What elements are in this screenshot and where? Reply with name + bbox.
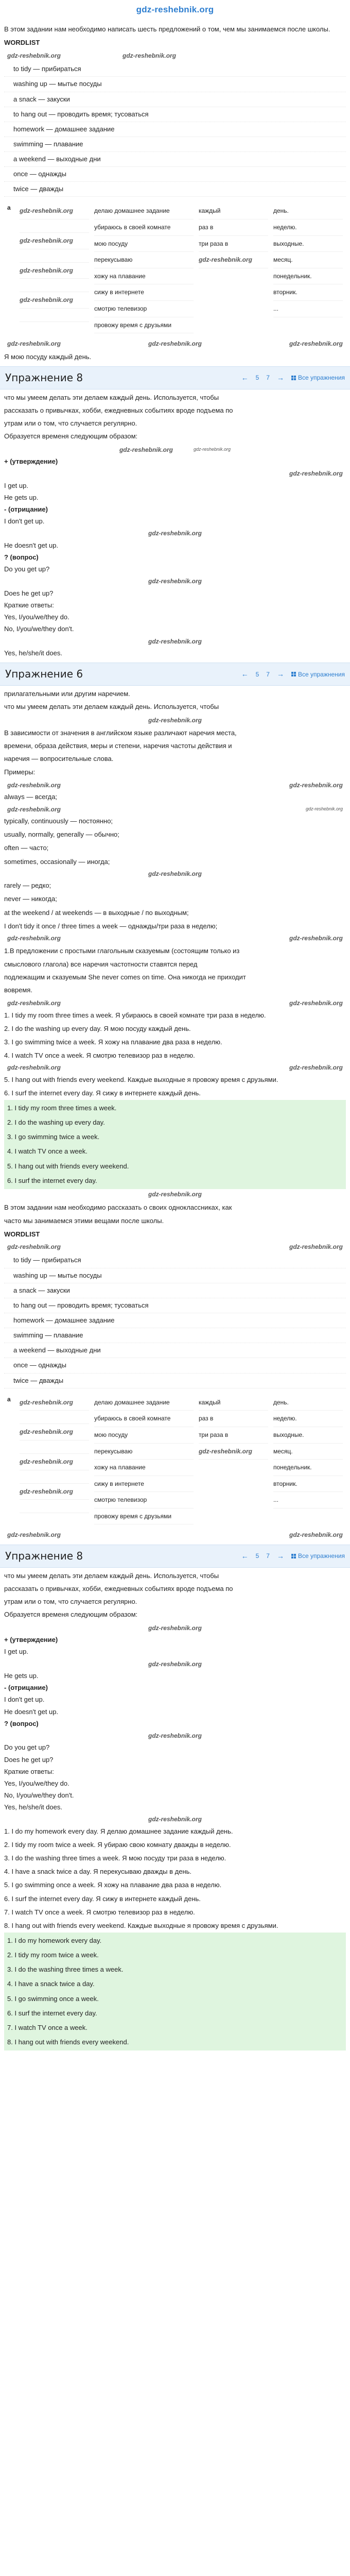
table-cell: неделю. <box>273 1411 343 1427</box>
all-exercises-label: Все упражнения <box>297 670 345 678</box>
next-arrow-icon[interactable]: → <box>276 1551 284 1560</box>
qa-line: He doesn't get up. <box>4 1707 59 1716</box>
exercise-bar <box>0 1545 350 1568</box>
wordlist-item: a weekend — выходные дни <box>4 1343 346 1358</box>
highlight-line: 5. I hang out with friends every weekend. <box>7 1162 129 1170</box>
highlight-answers <box>4 1100 346 1189</box>
table-cell: раз в <box>199 219 268 236</box>
table-cell: выходные. <box>273 1427 343 1444</box>
highlight-line: 5. I go swimming once a week. <box>7 1994 99 2003</box>
wordlist-item: to tidy — прибираться <box>4 62 346 77</box>
watermark: gdz-reshebnik.org <box>289 340 343 348</box>
answer-line: 6. I surf the internet every day. Я сижу в интернете каждый день. <box>4 1894 201 1903</box>
text-line: что мы умеем делать эти делаем каждый день. Используется, чтобы <box>4 703 219 711</box>
highlight-line: 2. I tidy my room twice a week. <box>7 1951 99 1959</box>
exercise-8b-content <box>4 1571 346 2050</box>
watermark: gdz-reshebnik.org <box>148 1190 202 1198</box>
text-line: что мы умеем делать эти делаем каждый день. Используется, чтобы <box>4 1572 219 1580</box>
short-answers-label: Краткие ответы: <box>4 1767 54 1775</box>
watermark: gdz-reshebnik.org <box>7 1243 61 1250</box>
wordlist-item: a weekend — выходные дни <box>4 152 346 167</box>
answer-line: 1. I do my homework every day. Я делаю домашнее задание каждый день. <box>4 1827 233 1835</box>
wordlist-item: a snack — закуски <box>4 1283 346 1298</box>
table-cell: делаю домашнее задание <box>94 1395 194 1411</box>
wordlist-item: to tidy — прибираться <box>4 1253 346 1268</box>
answer-line: 5. I go swimming once a week. Я хожу на плавание два раза в неделю. <box>4 1881 222 1889</box>
table-marker: a <box>7 1395 11 1403</box>
table-cell: смотрю телевизор <box>94 301 194 317</box>
watermark: gdz-reshebnik.org <box>289 1064 343 1072</box>
intro-text: В этом задании нам необходимо написать шесть предложений о том, чем мы занимаемся после школы. <box>4 25 330 33</box>
watermark: gdz-reshebnik.org <box>20 296 74 304</box>
short-answers-label: Краткие ответы: <box>4 601 54 609</box>
qa-line: Do you get up? <box>4 1743 50 1752</box>
text-line: В этом задании нам необходимо рассказать о своих одноклассниках, как <box>4 1204 232 1212</box>
wordlist-item: once — однажды <box>4 1358 346 1373</box>
watermark: gdz-reshebnik.org <box>148 1660 202 1668</box>
qa-line: Do you get up? <box>4 565 50 573</box>
text-line: часто мы занимаемся этими вещами после школы. <box>4 1216 164 1225</box>
qa-line: He gets up. <box>4 494 39 501</box>
wordlist-item: twice — дважды <box>4 1374 346 1388</box>
wordlist-item: to hang out — проводить время; тусоваться <box>4 1298 346 1313</box>
qa-line: I get up. <box>4 481 28 489</box>
qa-line: He doesn't get up. <box>4 541 59 550</box>
exercise-bar <box>0 366 350 389</box>
answer-line: 1. I tidy my room three times a week. Я убираюсь в своей комнате три раза в неделю. <box>4 1011 266 1019</box>
exercise-6-content <box>4 689 346 1199</box>
highlight-line: 4. I watch TV once a week. <box>7 1147 87 1156</box>
table-col-frequency <box>199 203 268 333</box>
highlight-line: 4. I have a snack twice a day. <box>7 1980 95 1988</box>
watermark: gdz-reshebnik.org <box>7 1064 61 1072</box>
watermark: gdz-reshebnik.org <box>148 340 202 348</box>
qa-line: I get up. <box>4 1648 28 1656</box>
watermark: gdz-reshebnik.org <box>7 934 61 942</box>
all-exercises-link[interactable] <box>291 373 345 383</box>
adverb-line: rarely — редко; <box>4 882 51 890</box>
exercise-title: Упражнение 6 <box>5 668 83 681</box>
watermark: gdz-reshebnik.org <box>148 578 202 585</box>
adverb-line: sometimes, occasionally — иногда; <box>4 857 110 866</box>
qa-line: I don't get up. <box>4 517 45 526</box>
all-exercises-label: Все упражнения <box>297 374 345 382</box>
watermark: gdz-reshebnik.org <box>7 999 61 1007</box>
text-line: прилагательными или другим наречием. <box>4 690 130 698</box>
wordlist-item: homework — домашнее задание <box>4 122 346 137</box>
text-line: времени, образа действия, меры и степени, наречия частоты действия и <box>4 742 232 750</box>
question-label: ? (вопрос) <box>4 1719 39 1727</box>
highlight-line: 1. I tidy my room three times a week. <box>7 1104 117 1112</box>
qa-line: No, I/you/we/they don't. <box>4 1791 74 1799</box>
highlight-line: 2. I do the washing up every day. <box>7 1118 105 1127</box>
wordlist-item: to hang out — проводить время; тусоваться <box>4 107 346 122</box>
text-line: наречия — вопросительные слова. <box>4 755 114 763</box>
table-watermarks <box>20 1395 89 1525</box>
table-cell: три раза в <box>199 236 268 252</box>
table-cell: ... <box>273 1492 343 1509</box>
watermark: gdz-reshebnik.org <box>7 52 61 59</box>
wordlist-item: washing up — мытье посуды <box>4 1268 346 1283</box>
watermark: gdz-reshebnik.org <box>20 1398 74 1406</box>
wordlist-item: swimming — плавание <box>4 1328 346 1343</box>
text-line: что мы умеем делать эти делаем каждый день. Используется, чтобы <box>4 393 219 401</box>
qa-line: No, I/you/we/they don't. <box>4 625 74 633</box>
table-cell: вторник. <box>273 1476 343 1493</box>
adverb-line: always — всегда; <box>4 793 58 801</box>
highlight-line: 3. I do the washing three times a week. <box>7 1965 124 1974</box>
adverb-line: never — никогда; <box>4 895 57 903</box>
table-cell: перекусываю <box>94 252 194 268</box>
rule-line: 1.В предложении с простыми глагольным сказуемым (состоящим только из <box>4 947 240 955</box>
table-marker: a <box>7 204 11 212</box>
table-cell: мою посуду <box>94 236 194 252</box>
qa-line: He gets up. <box>4 1672 39 1680</box>
text-line: Примеры: <box>4 768 36 776</box>
exercise-bar <box>0 663 350 686</box>
highlight-line: 6. I surf the internet every day. <box>7 1176 97 1184</box>
table-col-frequency <box>199 1395 268 1525</box>
prev-arrow-icon[interactable]: ← <box>241 1551 249 1560</box>
text-line: рассказать о привычках, хобби, ежедневных событиях вроде подъема по <box>4 1585 233 1593</box>
exercise-title: Упражнение 8 <box>5 1550 83 1563</box>
watermark: gdz-reshebnik.org <box>7 1531 61 1539</box>
question-label: ? (вопрос) <box>4 553 39 562</box>
watermark: gdz-reshebnik.org <box>198 1447 252 1455</box>
table-cell: день. <box>273 1395 343 1411</box>
answer-line: 3. I go swimming twice a week. Я хожу на плавание два раза в неделю. <box>4 1038 222 1046</box>
text-line: Образуется временя следующим образом: <box>4 432 138 440</box>
table-cell: понедельник. <box>273 268 343 285</box>
watermark: gdz-reshebnik.org <box>289 1243 343 1250</box>
answer-line: 6. I surf the internet every day. Я сижу в интернете каждый день. <box>4 1089 201 1097</box>
highlight-line: 6. I surf the internet every day. <box>7 2009 97 2017</box>
qa-line: Yes, I/you/we/they do. <box>4 1779 69 1787</box>
table-cell: убираюсь в своей комнате <box>94 1411 194 1427</box>
all-exercises-label: Все упражнения <box>297 1552 345 1560</box>
table-cell: сижу в интернете <box>94 284 194 301</box>
table-cell: раз в <box>199 1411 268 1427</box>
watermark: gdz-reshebnik.org <box>20 1458 74 1465</box>
phrase-table-1 <box>4 200 346 362</box>
answer-line: 3. I do the washing three times a week. Я мою посуду три раза в неделю. <box>4 1854 226 1862</box>
watermark: gdz-reshebnik.org <box>148 1732 202 1739</box>
table-cell: хожу на плавание <box>94 1460 194 1476</box>
table-col-activities <box>94 203 194 333</box>
table-cell: месяц. <box>273 1444 343 1460</box>
exercise-nav <box>241 1551 345 1562</box>
rule-line: смыслового глагола) все наречия частотности ставятся перед <box>4 960 198 968</box>
highlight-line: 8. I hang out with friends every weekend. <box>7 2038 129 2046</box>
next-arrow-icon[interactable]: → <box>276 373 284 382</box>
watermark: gdz-reshebnik.org <box>148 637 202 645</box>
intro-section-1 <box>4 24 346 197</box>
wordlist-item: once — однажды <box>4 167 346 182</box>
answer-line: 2. I do the washing up every day. Я мою посуду каждый день. <box>4 1024 191 1032</box>
exercise-nav <box>241 669 345 680</box>
highlight-line: 3. I go swimming twice a week. <box>7 1133 100 1141</box>
site-header <box>4 0 346 22</box>
text-line: at the weekend / at weekends — в выходные / по выходным; <box>4 908 189 917</box>
watermark: gdz-reshebnik.org <box>119 446 173 453</box>
watermark: gdz-reshebnik.org <box>148 530 202 537</box>
next-arrow-icon[interactable]: → <box>276 669 284 678</box>
qa-line: Yes, he/she/it does. <box>4 1803 62 1811</box>
table-cell: смотрю телевизор <box>94 1492 194 1509</box>
all-exercises-link[interactable] <box>291 670 345 680</box>
watermark: gdz-reshebnik.org <box>148 870 202 877</box>
wordlist-item: washing up — мытье посуды <box>4 77 346 92</box>
table-cell: провожу время с друзьями <box>94 1509 194 1525</box>
adverb-line: usually, normally, generally — обычно; <box>4 831 119 839</box>
prev-exercise-link[interactable]: 5 <box>255 670 259 678</box>
table-cell: каждый <box>199 203 268 219</box>
table-cell: мою посуду <box>94 1427 194 1444</box>
all-exercises-link[interactable] <box>291 1551 345 1561</box>
exercise-nav <box>241 372 345 384</box>
table-cell: делаю домашнее задание <box>94 203 194 219</box>
answer-line: 4. I watch TV once a week. Я смотрю телевизор раз в неделю. <box>4 1051 195 1059</box>
text-line: утрам или о том, что случается регулярно. <box>4 1598 137 1606</box>
adverb-line: typically, continuously — постоянно; <box>4 817 113 825</box>
watermark: gdz-reshebnik.org <box>20 266 74 274</box>
rule-line: подлежащим и сказуемым She never comes on time. Она никогда не приходит <box>4 973 246 981</box>
table-cell: день. <box>273 203 343 219</box>
answer-line: 5. I hang out with friends every weekend. Каждые выходные я провожу время с друзьями. <box>4 1075 278 1083</box>
qa-line: Yes, he/she/it does. <box>4 649 62 657</box>
watermark: gdz-reshebnik.org <box>20 1487 74 1495</box>
wordlist-item: swimming — плавание <box>4 137 346 152</box>
watermark: gdz-reshebnik.org <box>289 999 343 1007</box>
adverb-line: often — часто; <box>4 844 49 852</box>
watermark: gdz-reshebnik.org <box>7 340 61 348</box>
exercise-title: Упражнение 8 <box>5 371 83 384</box>
table-col-period <box>273 203 343 333</box>
watermark: gdz-reshebnik.org <box>305 806 343 811</box>
text-line: Образуется временя следующим образом: <box>4 1611 138 1619</box>
answer-line: 2. I tidy my room twice a week. Я убираю свою комнату дважды в неделю. <box>4 1840 231 1849</box>
wordlist-item: a snack — закуски <box>4 92 346 107</box>
affirm-label: + (утверждение) <box>4 457 58 466</box>
table-cell: убираюсь в своей комнате <box>94 219 194 236</box>
grid-icon <box>291 1554 296 1558</box>
highlight-line: 7. I watch TV once a week. <box>7 2023 87 2031</box>
watermark: gdz-reshebnik.org <box>7 781 61 789</box>
watermark: gdz-reshebnik.org <box>148 716 202 724</box>
prev-arrow-icon[interactable]: ← <box>241 669 249 678</box>
answer-line: 7. I watch TV once a week. Я смотрю телевизор раз в неделю. <box>4 1908 195 1916</box>
table-cell: выходные. <box>273 236 343 252</box>
wordlist-item: homework — домашнее задание <box>4 1313 346 1328</box>
text-line: рассказать о привычках, хобби, ежедневных событиях вроде подъема по <box>4 406 233 415</box>
watermark: gdz-reshebnik.org <box>198 256 252 264</box>
watermark: gdz-reshebnik.org <box>122 52 177 59</box>
table-cell: каждый <box>199 1395 268 1411</box>
watermark: gdz-reshebnik.org <box>20 237 74 245</box>
next-exercise-link[interactable]: 7 <box>266 1552 270 1560</box>
wordlist-item: twice — дважды <box>4 182 346 197</box>
table-col-activities <box>94 1395 194 1525</box>
answer-line: 8. I hang out with friends every weekend. Каждые выходные я провожу время с друзьями. <box>4 1921 278 1929</box>
neg-label: - (отрицание) <box>4 505 48 514</box>
watermark: gdz-reshebnik.org <box>289 1531 343 1539</box>
rule-line: вовремя. <box>4 986 32 994</box>
watermark: gdz-reshebnik.org <box>20 207 74 215</box>
table-example: Я мою посуду каждый день. <box>4 352 92 361</box>
intro-section-2 <box>4 1202 346 1388</box>
highlight-answers <box>4 1933 346 2050</box>
watermark: gdz-reshebnik.org <box>289 470 343 478</box>
text-line: В зависимости от значения в английском языке различают наречия места, <box>4 729 237 737</box>
wordlist-heading: WORDLIST <box>4 39 40 47</box>
grid-icon <box>291 376 296 380</box>
highlight-line: 1. I do my homework every day. <box>7 1936 102 1944</box>
table-col-period <box>273 1395 343 1525</box>
table-cell: хожу на плавание <box>94 268 194 285</box>
qa-line: Does he get up? <box>4 589 54 598</box>
table-cell: месяц. <box>273 252 343 268</box>
table-cell: вторник. <box>273 284 343 301</box>
text-line: I don't tidy it once / three times a week — однажды/три раза в неделю; <box>4 922 218 930</box>
watermark: gdz-reshebnik.org <box>289 934 343 942</box>
next-exercise-link[interactable]: 7 <box>266 374 270 382</box>
wordlist-2 <box>4 1253 346 1388</box>
table-cell: три раза в <box>199 1427 268 1444</box>
table-cell: понедельник. <box>273 1460 343 1476</box>
qa-line: I don't get up. <box>4 1696 45 1704</box>
wordlist-heading: WORDLIST <box>4 1230 40 1238</box>
prev-exercise-link[interactable]: 5 <box>255 1552 259 1560</box>
site-logo[interactable]: gdz-reshebnik.org <box>136 5 214 14</box>
watermark: gdz-reshebnik.org <box>148 1624 202 1632</box>
answer-line: 4. I have a snack twice a day. Я перекусываю дважды в день. <box>4 1868 192 1876</box>
watermark: gdz-reshebnik.org <box>289 781 343 789</box>
table-cell: провожу время с друзьями <box>94 317 194 334</box>
table-cell: неделю. <box>273 219 343 236</box>
wordlist-1 <box>4 62 346 197</box>
prev-arrow-icon[interactable]: ← <box>241 373 249 382</box>
table-cell: перекусываю <box>94 1444 194 1460</box>
table-watermarks <box>20 203 89 333</box>
prev-exercise-link[interactable]: 5 <box>255 374 259 382</box>
watermark: gdz-reshebnik.org <box>20 1428 74 1436</box>
next-exercise-link[interactable]: 7 <box>266 670 270 678</box>
qa-line: Yes, I/you/we/they do. <box>4 613 69 621</box>
table-cell: сижу в интернете <box>94 1476 194 1493</box>
watermark: gdz-reshebnik.org <box>148 1816 202 1823</box>
exercise-8-content <box>4 393 346 658</box>
text-line: утрам или о том, что случается регулярно. <box>4 419 137 428</box>
grid-icon <box>291 672 296 676</box>
watermark: gdz-reshebnik.org <box>193 446 231 452</box>
phrase-table-2 <box>4 1392 346 1540</box>
watermark: gdz-reshebnik.org <box>7 805 61 813</box>
neg-label: - (отрицание) <box>4 1684 48 1692</box>
qa-line: Does he get up? <box>4 1755 54 1764</box>
table-cell: ... <box>273 301 343 317</box>
affirm-label: + (утверждение) <box>4 1636 58 1644</box>
